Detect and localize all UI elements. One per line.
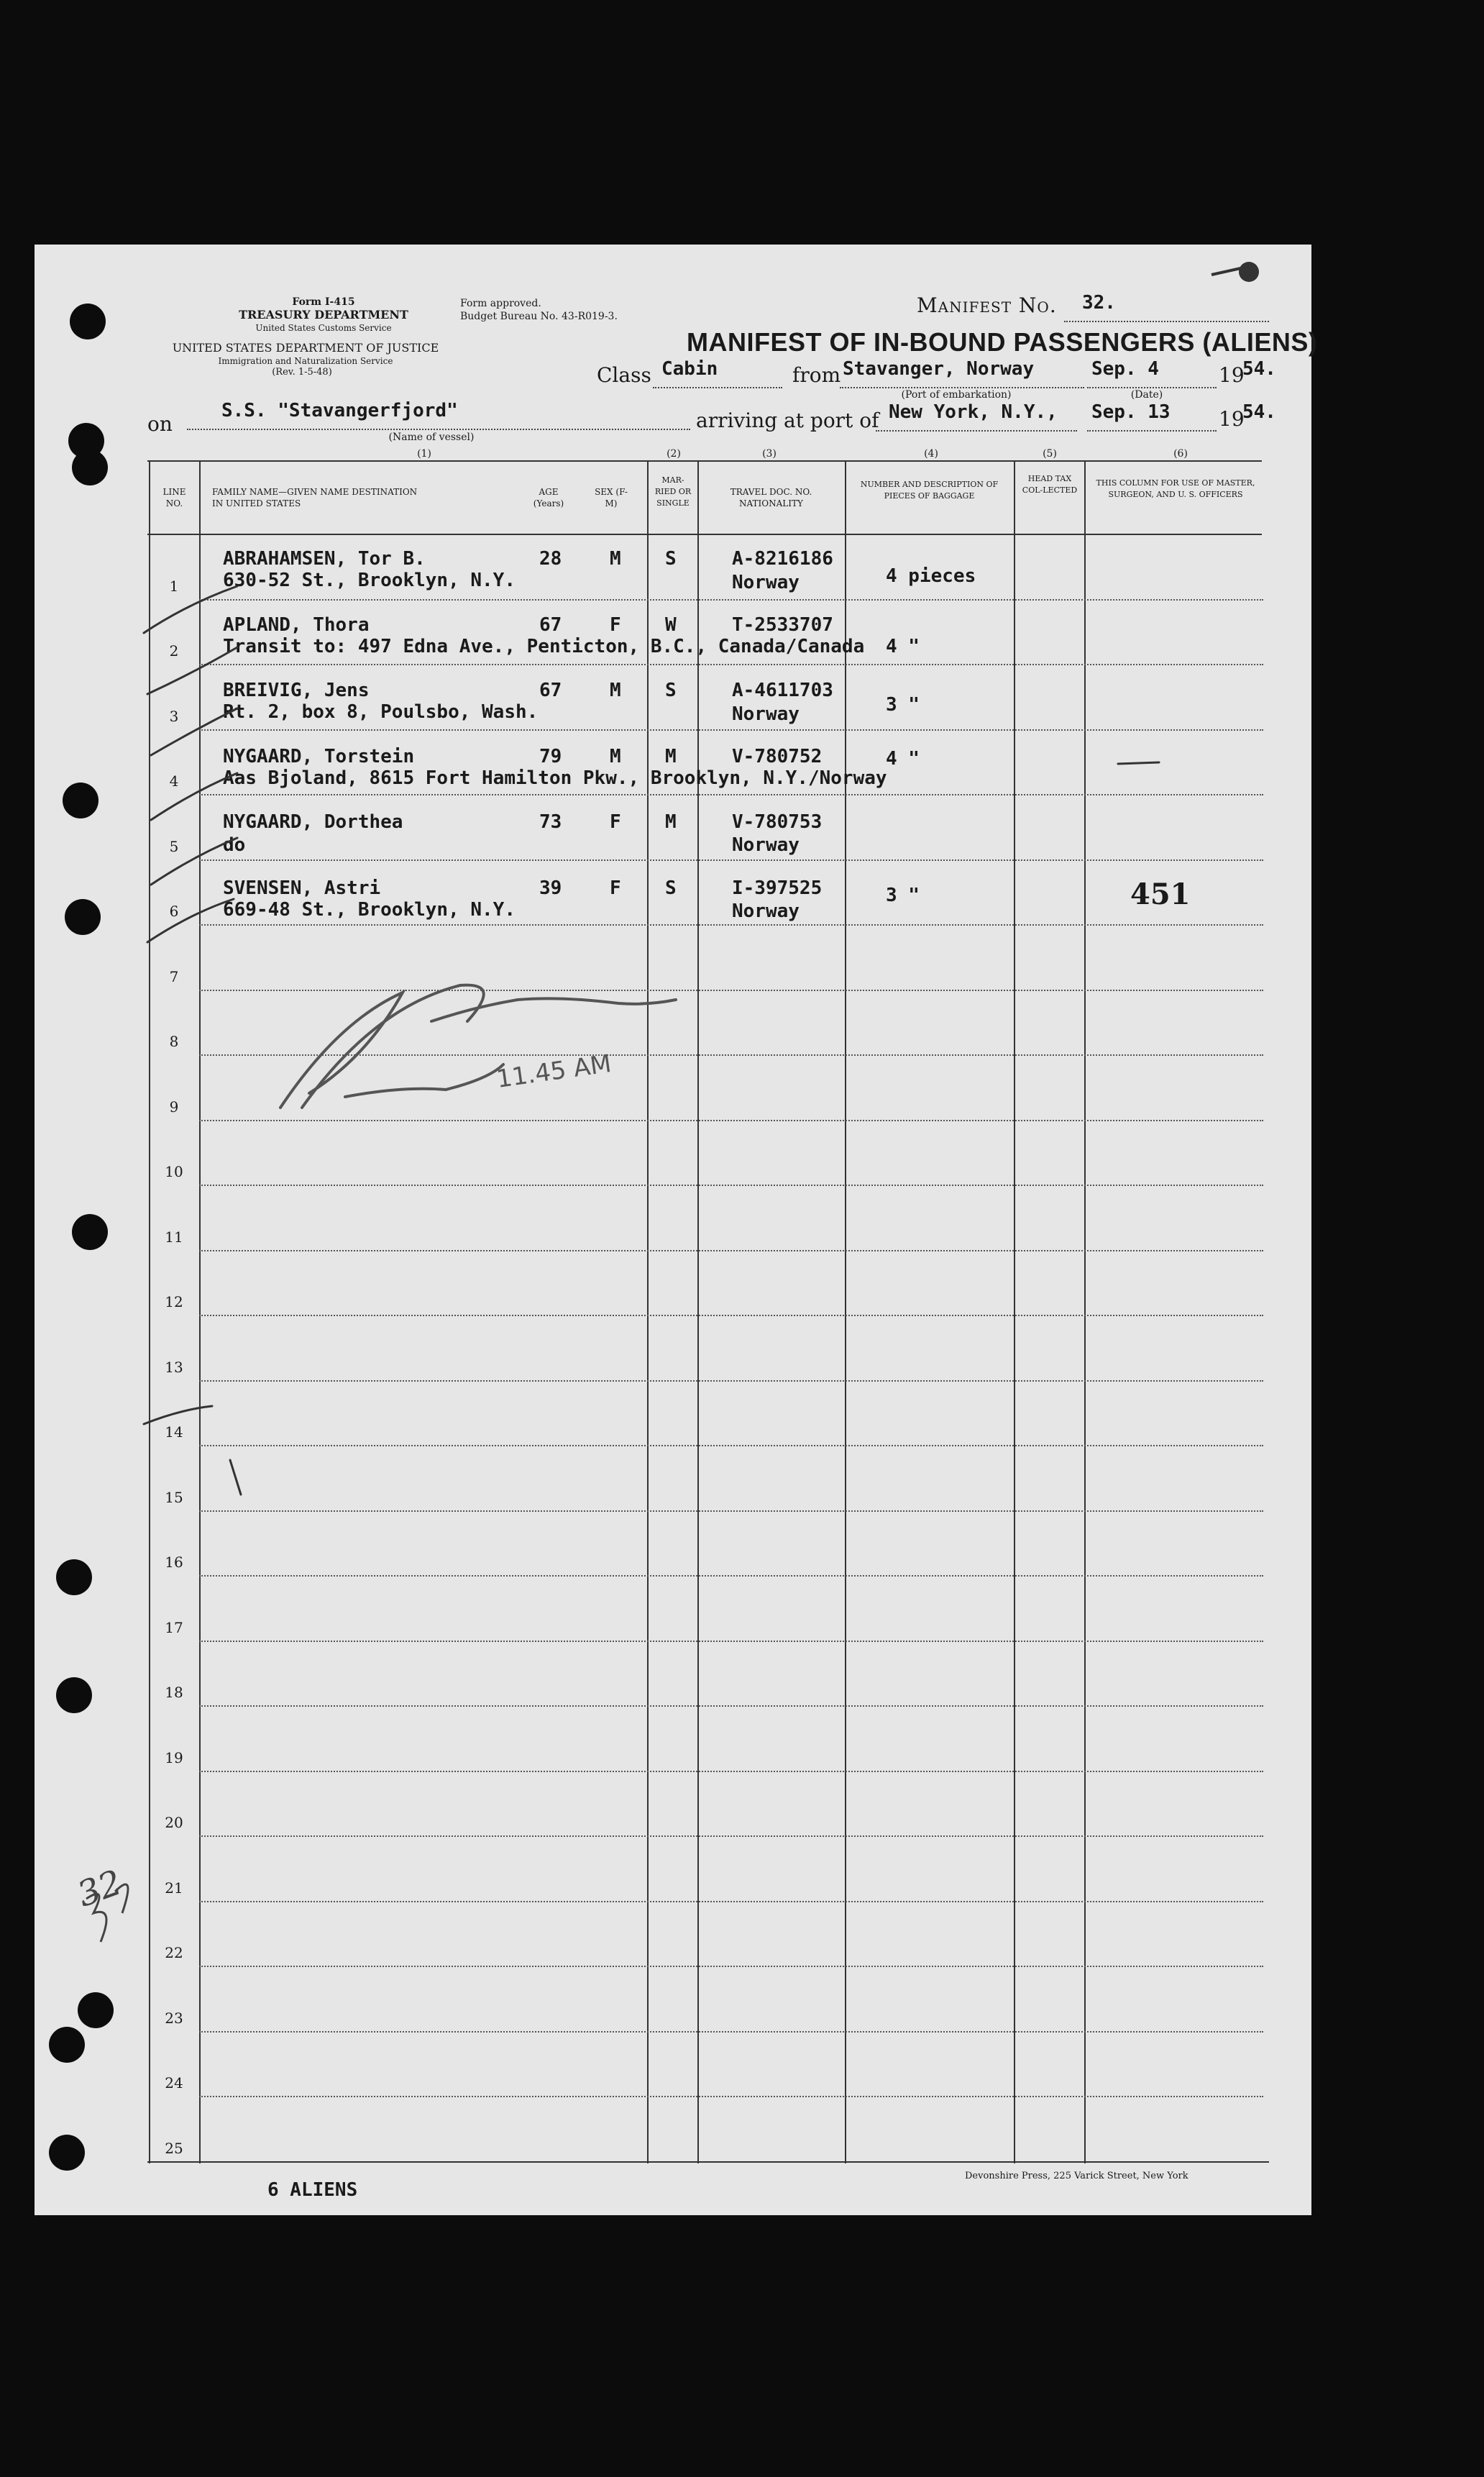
from-label: from bbox=[792, 363, 841, 387]
arrival-port: New York, N.Y., bbox=[889, 401, 1058, 423]
class-value: Cabin bbox=[661, 358, 718, 380]
officer-note: 451 bbox=[1130, 877, 1191, 911]
passenger-baggage: 3 " bbox=[886, 694, 920, 716]
time-stamp: 11.45 AM bbox=[494, 1049, 613, 1094]
col-header-married: MAR-RIED OR SINGLE bbox=[654, 475, 692, 508]
manifest-title: MANIFEST OF IN-BOUND PASSENGERS (ALIENS) bbox=[687, 327, 1318, 357]
line-number: 9 bbox=[169, 1098, 179, 1116]
departure-date: Sep. 4 bbox=[1091, 358, 1159, 380]
passenger-doc: V-780753 bbox=[732, 811, 823, 833]
line-number: 17 bbox=[165, 1618, 183, 1636]
passenger-doc: V-780752 bbox=[732, 746, 823, 767]
line-number: 22 bbox=[165, 1944, 183, 1961]
line-number: 20 bbox=[165, 1814, 183, 1831]
vessel-caption: (Name of vessel) bbox=[388, 432, 475, 443]
line-number: 18 bbox=[165, 1684, 183, 1701]
line-number: 7 bbox=[169, 967, 179, 985]
line-number: 10 bbox=[165, 1163, 183, 1180]
passenger-sex: F bbox=[610, 877, 621, 899]
line-number: 23 bbox=[165, 2009, 183, 2027]
passenger-sex: M bbox=[610, 680, 621, 701]
arriving-label: arriving at port of bbox=[696, 409, 879, 432]
line-number: 24 bbox=[165, 2074, 183, 2091]
arrival-year: 54. bbox=[1242, 401, 1276, 423]
line-number: 2 bbox=[169, 642, 179, 660]
printer-credit: Devonshire Press, 225 Varick Street, New York bbox=[965, 2171, 1188, 2181]
passenger-doc: A-4611703 bbox=[732, 680, 833, 701]
manifest-label: Manifest No. bbox=[917, 293, 1057, 317]
passenger-baggage: 4 pieces bbox=[886, 565, 976, 587]
budget-bureau: Budget Bureau No. 43-R019-3. bbox=[460, 311, 618, 322]
col-number: (4) bbox=[924, 448, 938, 460]
margin-note: 32 bbox=[72, 1862, 127, 1915]
year-prefix: 19 bbox=[1219, 363, 1245, 387]
line-number: 1 bbox=[169, 577, 179, 595]
passenger-name: APLAND, Thora bbox=[223, 614, 370, 636]
col-header-sex: SEX (F-M) bbox=[595, 487, 628, 508]
line-number: 13 bbox=[165, 1358, 183, 1376]
col-number: (5) bbox=[1043, 448, 1057, 460]
line-number: 8 bbox=[169, 1033, 179, 1050]
treasury-dept: TREASURY DEPARTMENT bbox=[239, 308, 408, 321]
manifest-number: 32. bbox=[1082, 292, 1116, 314]
year-prefix: 19 bbox=[1219, 407, 1245, 431]
passenger-sex: M bbox=[610, 548, 621, 570]
ins-service: Immigration and Naturalization Service bbox=[218, 356, 393, 366]
passenger-nationality: Norway bbox=[732, 900, 800, 922]
col-header-age: AGE (Years) bbox=[533, 487, 564, 508]
line-number: 25 bbox=[165, 2139, 183, 2157]
from-value: Stavanger, Norway bbox=[843, 358, 1035, 380]
line-number: 14 bbox=[165, 1423, 183, 1441]
col-header-line: LINE NO. bbox=[162, 487, 186, 508]
col-header-travel: TRAVEL DOC. NO. NATIONALITY bbox=[730, 487, 812, 508]
passenger-sex: F bbox=[610, 811, 621, 833]
on-label: on bbox=[147, 412, 173, 436]
line-number: 12 bbox=[165, 1293, 183, 1310]
passenger-doc: I-397525 bbox=[732, 877, 823, 899]
passenger-nationality: Norway bbox=[732, 703, 800, 725]
col-number: (1) bbox=[417, 448, 431, 460]
line-number: 11 bbox=[165, 1228, 183, 1246]
passenger-marital: S bbox=[665, 548, 677, 570]
passenger-destination: do bbox=[223, 834, 246, 856]
passenger-doc: T-2533707 bbox=[732, 614, 833, 636]
justice-dept: UNITED STATES DEPARTMENT OF JUSTICE bbox=[172, 341, 439, 355]
departure-year: 54. bbox=[1242, 358, 1276, 380]
class-label: Class bbox=[597, 363, 651, 387]
col-number: (6) bbox=[1173, 448, 1188, 460]
line-number: 3 bbox=[169, 707, 179, 725]
passenger-marital: S bbox=[665, 877, 677, 899]
passenger-marital: M bbox=[665, 811, 677, 833]
passenger-nationality: Norway bbox=[732, 834, 800, 856]
passenger-doc: A-8216186 bbox=[732, 548, 833, 570]
passenger-name: BREIVIG, Jens bbox=[223, 680, 370, 701]
line-number: 5 bbox=[169, 837, 179, 855]
passenger-destination: Rt. 2, box 8, Poulsbo, Wash. bbox=[223, 701, 539, 723]
col-number: (2) bbox=[667, 448, 681, 460]
passenger-marital: W bbox=[665, 614, 677, 636]
col-header-baggage: NUMBER AND DESCRIPTION OF PIECES OF BAGGAGE bbox=[860, 480, 999, 501]
passenger-destination: Aas Bjoland, 8615 Fort Hamilton Pkw., Brooklyn, N.Y./Norway bbox=[223, 767, 887, 789]
passenger-age: 73 bbox=[539, 811, 562, 833]
vessel-name: S.S. "Stavangerfjord" bbox=[221, 400, 458, 421]
line-number: 4 bbox=[169, 772, 179, 790]
passenger-destination: 630-52 St., Brooklyn, N.Y. bbox=[223, 570, 516, 591]
passenger-sex: M bbox=[610, 746, 621, 767]
port-caption: (Port of embarkation) bbox=[901, 389, 1012, 401]
line-number: 15 bbox=[165, 1488, 183, 1506]
line-number: 16 bbox=[165, 1554, 183, 1571]
passenger-destination: 669-48 St., Brooklyn, N.Y. bbox=[223, 899, 516, 921]
col-header-tax: HEAD TAX COL-LECTED bbox=[1022, 474, 1078, 495]
passenger-age: 28 bbox=[539, 548, 562, 570]
passenger-age: 39 bbox=[539, 877, 562, 899]
form-approved: Form approved. bbox=[460, 298, 541, 309]
line-number: 19 bbox=[165, 1748, 183, 1766]
arrival-date: Sep. 13 bbox=[1091, 401, 1171, 423]
passenger-baggage: 4 " bbox=[886, 636, 920, 657]
col-header-name: FAMILY NAME—GIVEN NAME DESTINATION IN UNITED STATES bbox=[212, 487, 418, 508]
customs-service: United States Customs Service bbox=[255, 323, 392, 333]
passenger-age: 79 bbox=[539, 746, 562, 767]
passenger-baggage: 4 " bbox=[886, 748, 920, 770]
passenger-baggage: 3 " bbox=[886, 885, 920, 906]
passenger-name: ABRAHAMSEN, Tor B. bbox=[223, 548, 426, 570]
passenger-marital: M bbox=[665, 746, 677, 767]
passenger-name: NYGAARD, Dorthea bbox=[223, 811, 403, 833]
passenger-destination: Transit to: 497 Edna Ave., Penticton, B.C., Canada/Canada bbox=[223, 636, 865, 657]
date-caption: (Date) bbox=[1130, 389, 1163, 401]
line-number: 21 bbox=[165, 1879, 183, 1897]
passenger-name: SVENSEN, Astri bbox=[223, 877, 381, 899]
form-number: Form I-415 bbox=[292, 296, 355, 308]
line-number: 6 bbox=[169, 903, 179, 920]
col-number: (3) bbox=[762, 448, 777, 460]
passenger-sex: F bbox=[610, 614, 621, 636]
passenger-nationality: Norway bbox=[732, 572, 800, 593]
passenger-marital: S bbox=[665, 680, 677, 701]
col-header-officers: THIS COLUMN FOR USE OF MASTER, SURGEON, AND U. S. OFFICERS bbox=[1096, 478, 1255, 499]
passenger-age: 67 bbox=[539, 614, 562, 636]
passenger-name: NYGAARD, Torstein bbox=[223, 746, 415, 767]
total-aliens: 6 ALIENS bbox=[267, 2179, 358, 2201]
form-revision: (Rev. 1-5-48) bbox=[272, 367, 332, 378]
passenger-age: 67 bbox=[539, 680, 562, 701]
